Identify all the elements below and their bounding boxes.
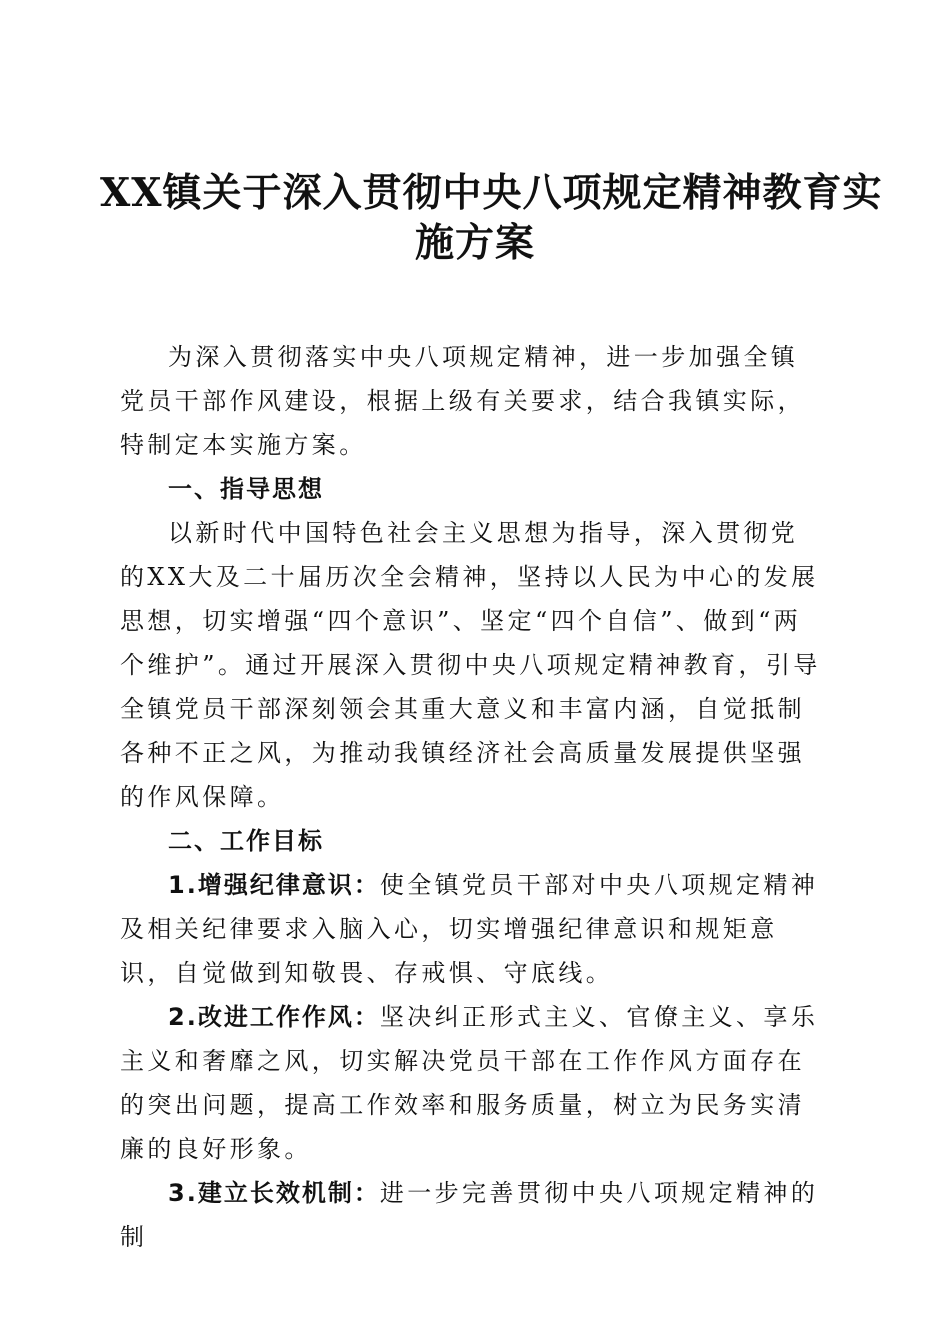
document-title (100, 168, 883, 268)
goal-item (120, 863, 825, 995)
intro-paragraph: 为深入贯彻落实中央八项规定精神，进一步加强全镇党员干部作风建设，根据上级有关要求，结合我镇实际，特制定本实施方案。 (120, 343, 805, 459)
goal-item (120, 995, 825, 1171)
goal-text: 进一步完善贯彻中央八项规定精神的制 (120, 1179, 819, 1251)
goal-lead: 3.建立长效机制： (168, 1179, 380, 1207)
section-heading-guiding-ideology: 一、指导思想 (168, 475, 324, 503)
goal-text: 坚决纠正形式主义、官僚主义、享乐主义和奢靡之风，切实解决党员干部在工作作风方面存在的突出问题，提高工作效率和服务质量，树立为民务实清廉的良好形象。 (120, 1003, 819, 1163)
goal-lead: 2.改进工作作风： (168, 1003, 380, 1031)
guiding-ideology-paragraph: 以新时代中国特色社会主义思想为指导，深入贯彻党的XX大及二十届历次全会精神，坚持以人民为中心的发展思想，切实增强“四个意识”、坚定“四个自信”、做到“两个维护”。通过开展深入贯彻中央八项规定精神教育，引导全镇党员干部深刻领会其重大意义和丰富内涵，自觉抵制各种不正之风，为推动我镇经济社会高质量发展提供坚强的作风保障。 (120, 519, 821, 811)
document-title-line-1: XX镇关于深入贯彻中央八项规定精神教育实 (100, 170, 883, 216)
section-heading-work-goals: 二、工作目标 (168, 827, 324, 855)
goal-item (120, 1171, 825, 1259)
document-body (120, 335, 825, 1259)
document-title-line-2: 施方案 (414, 220, 535, 266)
goal-lead: 1.增强纪律意识： (168, 871, 380, 899)
goal-text: 使全镇党员干部对中央八项规定精神及相关纪律要求入脑入心，切实增强纪律意识和规矩意识，自觉做到知敬畏、存戒惧、守底线。 (120, 871, 819, 987)
